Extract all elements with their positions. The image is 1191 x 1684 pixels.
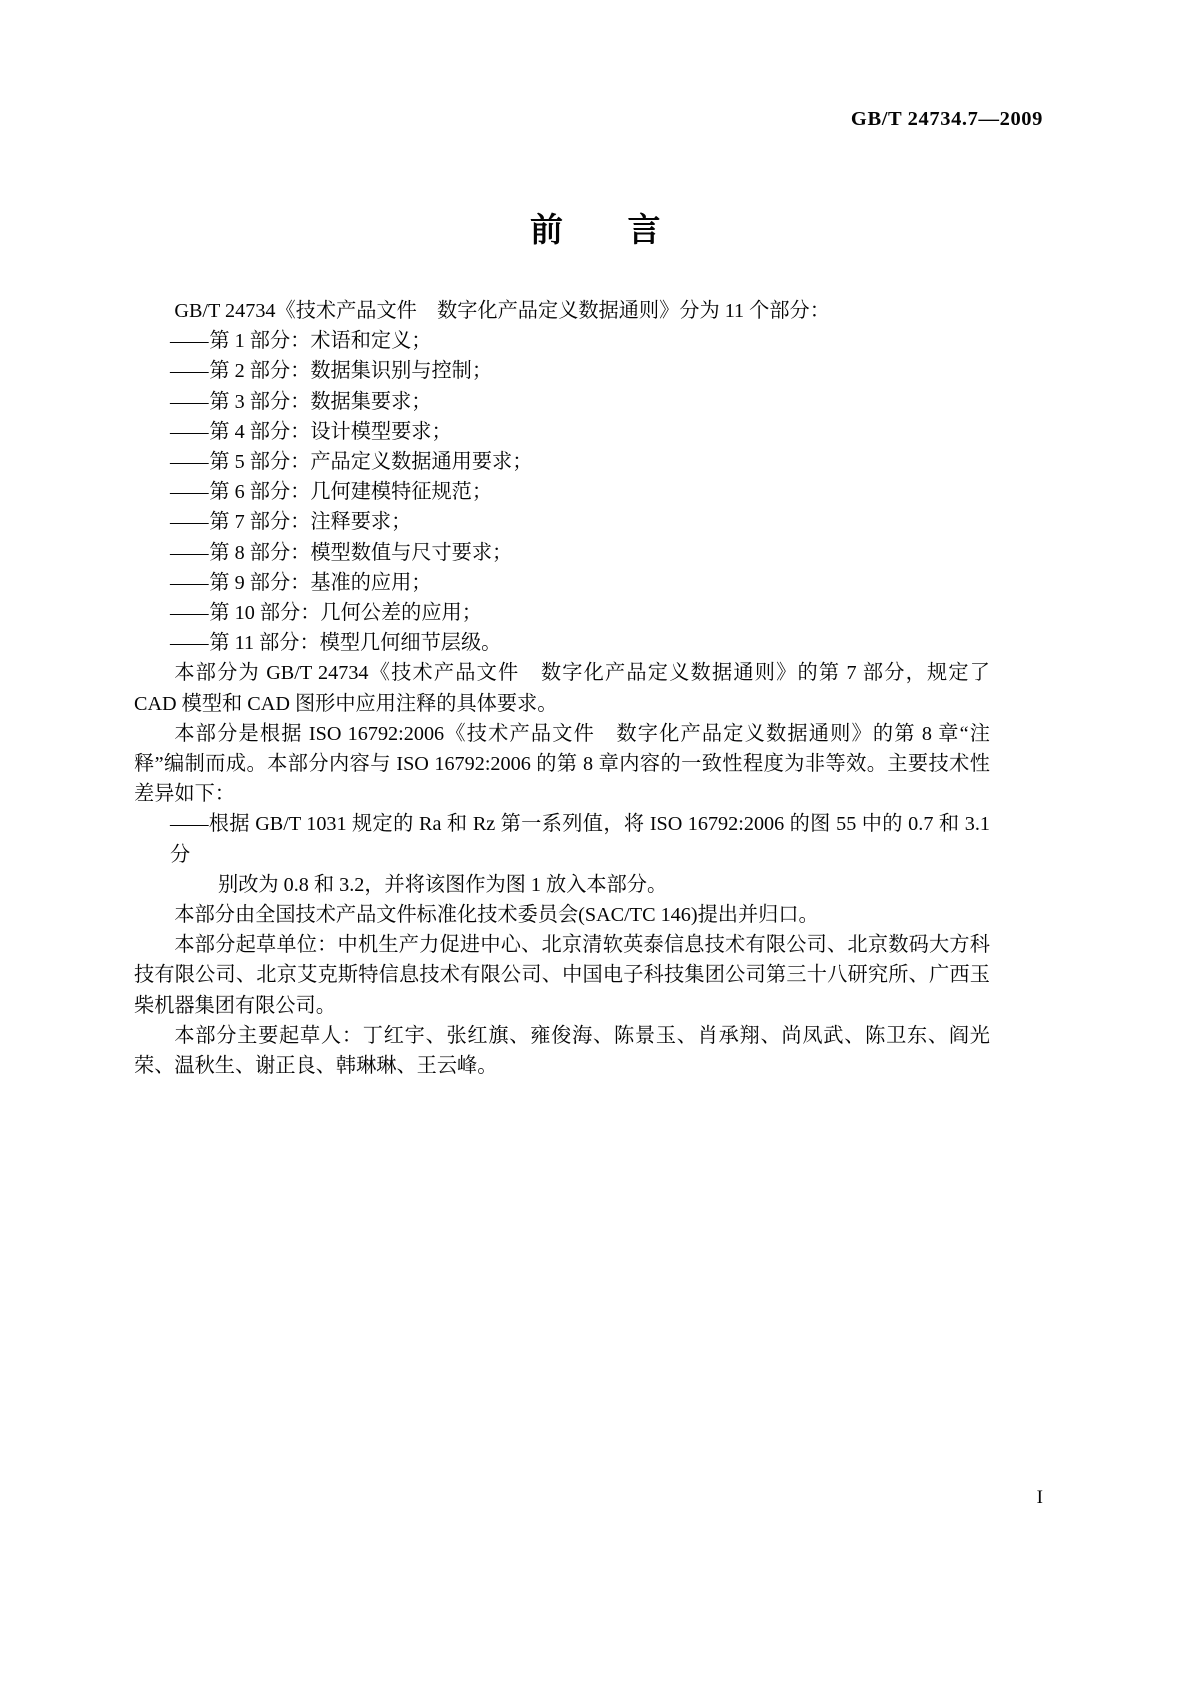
technical-difference-line-2: 别改为 0.8 和 3.2，并将该图作为图 1 放入本部分。: [218, 873, 668, 896]
list-item-label: 第 2 部分：数据集识别与控制；: [209, 360, 493, 383]
proposer-paragraph: 本部分由全国技术产品文件标准化技术委员会(SAC/TC 146)提出并归口。: [174, 904, 819, 927]
em-dash-marker: ——: [170, 330, 207, 353]
list-item-label: 第 7 部分：注释要求；: [209, 511, 412, 534]
list-item: [134, 538, 990, 568]
page-title: [0, 204, 1191, 251]
list-item: [134, 628, 990, 658]
em-dash-marker: ——: [170, 451, 207, 474]
em-dash-marker: ——: [170, 541, 207, 564]
drafters-paragraph: 本部分主要起草人：丁红宇、张红旗、雍俊海、陈景玉、肖承翔、尚凤武、陈卫东、阎光荣、温秋生、谢正良、韩琳琳、王云峰。: [134, 1024, 990, 1078]
page-title-char-2: 言: [627, 210, 661, 249]
em-dash-marker: ——: [170, 390, 207, 413]
technical-difference-item: [134, 809, 990, 900]
list-item: [134, 387, 990, 417]
em-dash-marker: ——: [170, 632, 207, 655]
list-item: [134, 356, 990, 386]
list-item: [134, 477, 990, 507]
list-item: [134, 417, 990, 447]
intro-lead-paragraph: GB/T 24734《技术产品文件 数字化产品定义数据通则》分为 11 个部分：: [174, 300, 830, 322]
page-number: I: [1036, 1487, 1043, 1508]
em-dash-marker: ——: [170, 602, 207, 625]
em-dash-marker: ——: [170, 571, 207, 594]
list-item: [134, 568, 990, 598]
list-item-label: 第 6 部分：几何建模特征规范；: [209, 481, 493, 504]
list-item-label: 第 5 部分：产品定义数据通用要求；: [209, 451, 533, 474]
drafting-units-paragraph: 本部分起草单位：中机生产力促进中心、北京清软英泰信息技术有限公司、北京数码大方科技有限公司、北京艾克斯特信息技术有限公司、中国电子科技集团公司第三十八研究所、广西玉柴机器集团有限公司。: [134, 934, 990, 1017]
list-item-label: 第 11 部分：模型几何细节层级。: [209, 632, 502, 655]
em-dash-marker: ——: [170, 511, 207, 534]
technical-difference-text-1: 根据 GB/T 1031 规定的 Ra 和 Rz 第一系列值，将 ISO 16792:2006 的图 55 中的 0.7 和 3.1 分: [170, 813, 990, 866]
scope-paragraph: 本部分为 GB/T 24734《技术产品文件 数字化产品定义数据通则》的第 7 部分，规定了 CAD 模型和 CAD 图形中应用注释的具体要求。: [134, 662, 990, 715]
em-dash-marker: ——: [170, 420, 207, 443]
list-item-label: 第 10 部分：几何公差的应用；: [209, 602, 482, 625]
list-item: [134, 326, 990, 356]
list-item: [134, 598, 990, 628]
page-title-char-1: 前: [530, 210, 564, 249]
list-item: [134, 507, 990, 537]
list-item-label: 第 1 部分：术语和定义；: [209, 330, 432, 353]
em-dash-marker: ——: [170, 360, 207, 383]
em-dash-marker: ——: [170, 813, 207, 836]
running-header-standard-number: GB/T 24734.7—2009: [850, 108, 1043, 130]
list-item-label: 第 4 部分：设计模型要求；: [209, 420, 452, 443]
em-dash-marker: ——: [170, 481, 207, 504]
iso-basis-paragraph: 本部分是根据 ISO 16792:2006《技术产品文件 数字化产品定义数据通则》的第 8 章“注释”编制而成。本部分内容与 ISO 16792:2006 的第 8 章内容的一致性程度为非等效。主要技术性差异如下：: [134, 722, 990, 806]
list-item-label: 第 9 部分：基准的应用；: [209, 571, 432, 594]
list-item: [134, 447, 990, 477]
list-item-label: 第 8 部分：模型数值与尺寸要求；: [209, 541, 513, 564]
technical-difference-line-1: [170, 809, 990, 869]
body-content: [134, 296, 990, 1081]
list-item-label: 第 3 部分：数据集要求；: [209, 390, 432, 413]
